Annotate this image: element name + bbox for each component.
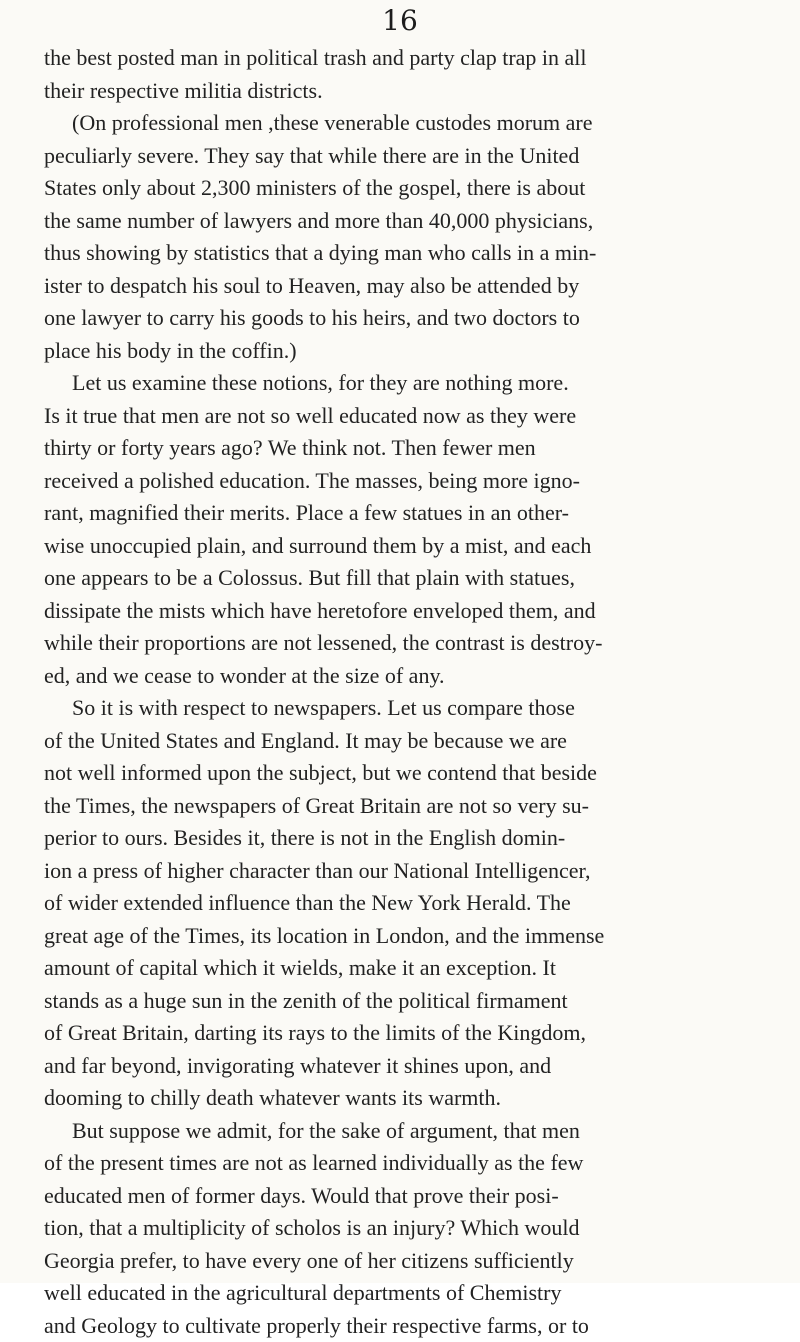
text-line: stands as a huge sun in the zenith of the political firmament xyxy=(44,985,780,1018)
text-line: of Great Britain, darting its rays to the limits of the Kingdom, xyxy=(44,1017,780,1050)
text-line: tion, that a multiplicity of scholos is an injury? Which would xyxy=(44,1212,780,1245)
text-line: the same number of lawyers and more than 40,000 physicians, xyxy=(44,205,780,238)
text-line: Let us examine these notions, for they are nothing more. xyxy=(44,367,780,400)
page-number: 16 xyxy=(0,4,800,37)
text-line: of wider extended influence than the New York Herald. The xyxy=(44,887,780,920)
text-line: educated men of former days. Would that prove their posi- xyxy=(44,1180,780,1213)
text-line: amount of capital which it wields, make it an exception. It xyxy=(44,952,780,985)
text-line: wise unoccupied plain, and surround them by a mist, and each xyxy=(44,530,780,563)
text-line: one lawyer to carry his goods to his heirs, and two doctors to xyxy=(44,302,780,335)
text-line: peculiarly severe. They say that while there are in the United xyxy=(44,140,780,173)
text-line: rant, magnified their merits. Place a few statues in an other- xyxy=(44,497,780,530)
text-line: ister to despatch his soul to Heaven, may also be attended by xyxy=(44,270,780,303)
text-line: States only about 2,300 ministers of the gospel, there is about xyxy=(44,172,780,205)
text-line: thirty or forty years ago? We think not. Then fewer men xyxy=(44,432,780,465)
text-line: ion a press of higher character than our National Intelligencer, xyxy=(44,855,780,888)
text-line: So it is with respect to newspapers. Let us compare those xyxy=(44,692,780,725)
body-text xyxy=(44,42,780,1342)
text-line: (On professional men ,these venerable custodes morum are xyxy=(44,107,780,140)
text-line: Georgia prefer, to have every one of her citizens sufficiently xyxy=(44,1245,780,1278)
text-line: their respective militia districts. xyxy=(44,75,780,108)
text-line: thus showing by statistics that a dying man who calls in a min- xyxy=(44,237,780,270)
text-line: while their proportions are not lessened, the contrast is destroy- xyxy=(44,627,780,660)
text-line: and Geology to cultivate properly their respective farms, or to xyxy=(44,1310,780,1342)
text-line: of the United States and England. It may be because we are xyxy=(44,725,780,758)
text-line: dissipate the mists which have heretofore enveloped them, and xyxy=(44,595,780,628)
text-line: Is it true that men are not so well educated now as they were xyxy=(44,400,780,433)
text-line: But suppose we admit, for the sake of argument, that men xyxy=(44,1115,780,1148)
text-line: well educated in the agricultural departments of Chemistry xyxy=(44,1277,780,1310)
text-line: perior to ours. Besides it, there is not in the English domin- xyxy=(44,822,780,855)
text-line: received a polished education. The masses, being more igno- xyxy=(44,465,780,498)
text-line: the best posted man in political trash and party clap trap in all xyxy=(44,42,780,75)
text-line: ed, and we cease to wonder at the size of any. xyxy=(44,660,780,693)
text-line: great age of the Times, its location in London, and the immense xyxy=(44,920,780,953)
text-line: dooming to chilly death whatever wants its warmth. xyxy=(44,1082,780,1115)
text-line: of the present times are not as learned individually as the few xyxy=(44,1147,780,1180)
text-line: place his body in the coffin.) xyxy=(44,335,780,368)
text-line: the Times, the newspapers of Great Britain are not so very su- xyxy=(44,790,780,823)
text-line: and far beyond, invigorating whatever it shines upon, and xyxy=(44,1050,780,1083)
text-line: not well informed upon the subject, but we contend that beside xyxy=(44,757,780,790)
text-line: one appears to be a Colossus. But fill that plain with statues, xyxy=(44,562,780,595)
